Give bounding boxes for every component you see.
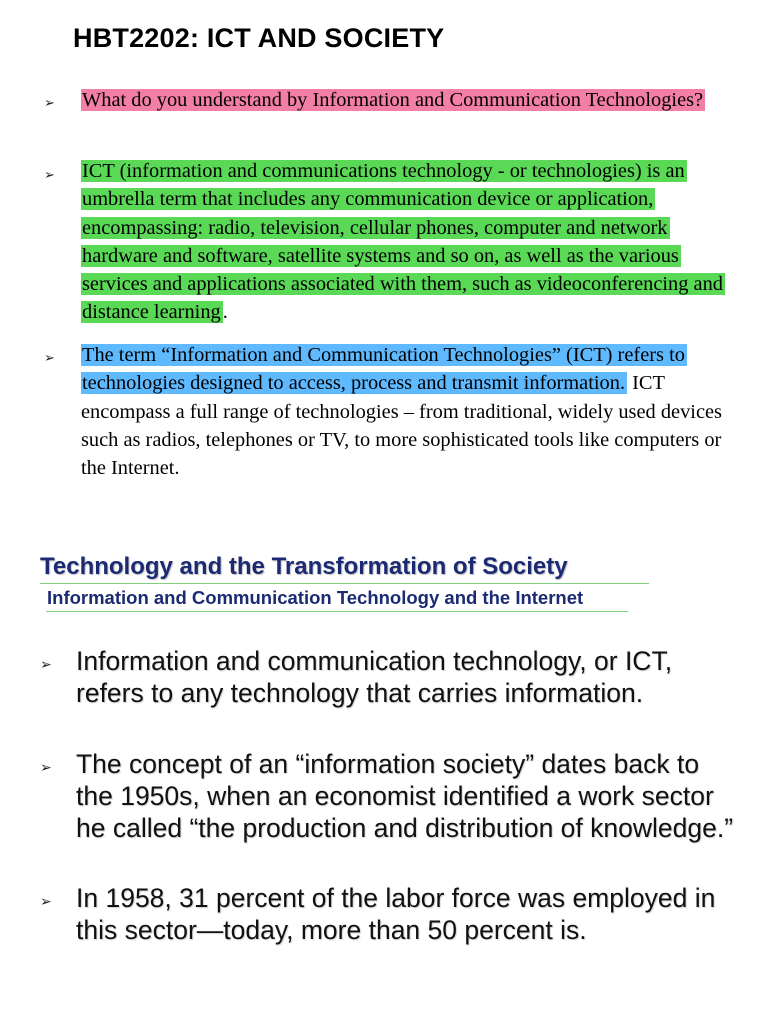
definition-end: .: [222, 301, 228, 324]
heading-underline: [40, 583, 649, 584]
question-paragraph: [81, 86, 741, 114]
bullet-icon: ➢: [40, 894, 52, 910]
bullet-icon: ➢: [44, 168, 55, 183]
bullet-icon: ➢: [44, 351, 55, 366]
blue-highlight: The term “Information and Communication Technologies” (ICT) refers to technologies designed to access, process and transmit information.: [82, 344, 685, 395]
subheading-underline: [46, 611, 628, 612]
ict-term-paragraph: [81, 341, 741, 482]
ict-carries-info-paragraph: Information and communication technology, or ICT, refers to any technology that carries information.: [76, 646, 673, 709]
term-plain-text: ICT encompass a full range of technologies – from traditional, widely used devices such as radios, telephones or TV, to more sophisticated tools like computers or the Internet.: [81, 372, 722, 480]
pink-highlight: What do you understand by Information and Communication Technologies?: [82, 89, 704, 111]
ict-definition-paragraph: [81, 157, 741, 327]
green-highlight: ICT (information and communications technology - or technologies) is an umbrella term that includes any communication device or application, encompassing: radio, television, cellular phones, computer and network hardware and software, satellite systems and so on, as well as the various services and applications associated with them, such as videoconferencing and distance learning: [82, 160, 723, 324]
bullet-icon: ➢: [40, 657, 52, 673]
page-title: HBT2202: ICT AND SOCIETY: [73, 23, 445, 53]
section-heading: Technology and the Transformation of Society: [40, 553, 568, 580]
bullet-icon: ➢: [44, 96, 55, 111]
section-subheading: Information and Communication Technology and the Internet: [47, 587, 584, 608]
labor-force-paragraph: In 1958, 31 percent of the labor force was employed in this sector—today, more than 50 percent is.: [76, 883, 716, 946]
bullet-icon: ➢: [40, 760, 52, 776]
information-society-paragraph: The concept of an “information society” dates back to the 1950s, when an economist identified a work sector he called “the production and distribution of knowledge.”: [76, 749, 734, 844]
